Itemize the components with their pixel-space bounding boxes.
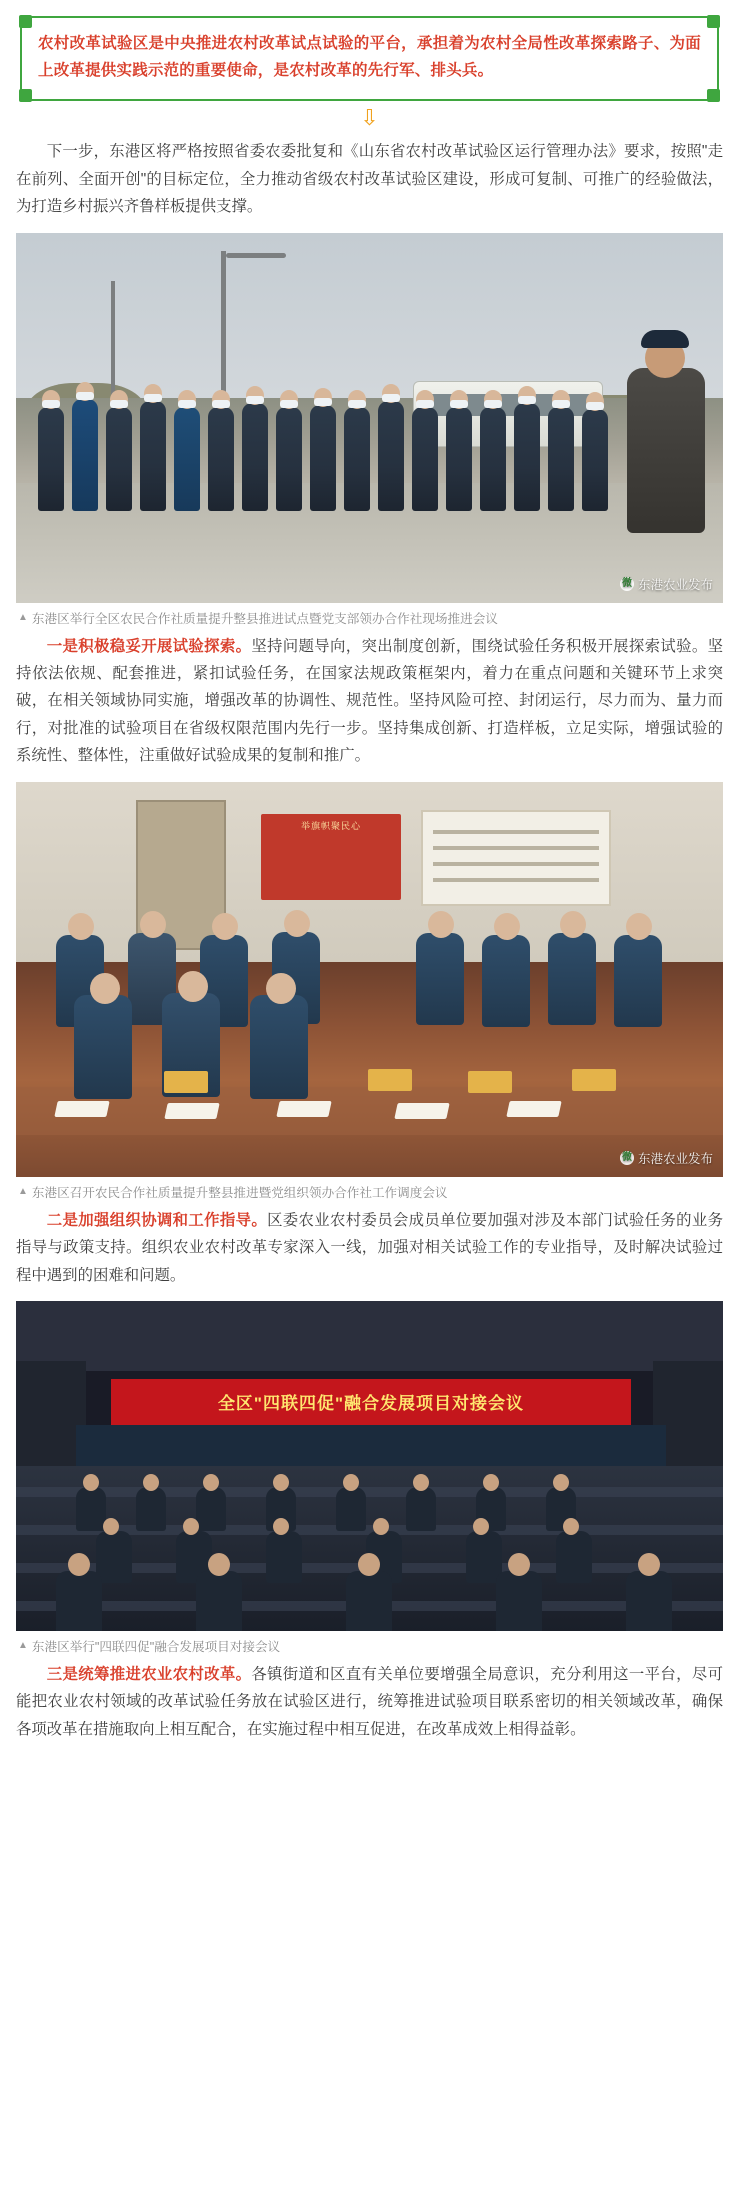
section2-paragraph [16,1207,723,1289]
photo-outdoor-meeting [16,233,723,603]
photo2-red-banner [261,814,401,900]
figure-auditorium-meeting [16,1301,723,1657]
photo3-seating-area [16,1466,723,1631]
figure-caption-2 [16,1177,723,1203]
photo2-watermark [620,1149,713,1167]
photo2-whiteboard [421,810,611,906]
photo3-led-banner [111,1379,631,1425]
section2-lead: 二是加强组织协调和工作指导。 [46,1211,268,1229]
figure-caption-1 [16,603,723,629]
photo1-watermark-text: 东港农业发布 [637,577,713,592]
section1-paragraph [16,633,723,770]
photo-auditorium-meeting [16,1301,723,1631]
photo3-ceiling [16,1301,723,1371]
figure-outdoor-meeting [16,233,723,629]
caption-marker-icon: ▲ [18,1639,28,1651]
caption-text-3: 东港区举行"四联四促"融合发展项目对接会议 [31,1639,281,1654]
photo1-watermark [620,575,713,593]
figure-indoor-meeting [16,782,723,1203]
section3-body: 各镇街道和区直有关单位要增强全局意识，充分利用这一平台，尽可能把农业农村领域的改革试验任务放在试验区进行，统筹推进试验项目联系密切的相关领域改革，确保各项改革在措施取向上相互配合，在实施过程中相互促进，在改革成效上相得益彰。 [16,1665,723,1738]
corner-ornament-top-left [19,15,32,28]
section2-body: 区委农业农村委员会成员单位要加强对涉及本部门试验任务的业务指导与政策支持。组织农业农村改革专家深入一线，加强对相关试验工作的专业指导，及时解决试验过程中遇到的困难和问题。 [16,1211,723,1284]
caption-marker-icon: ▲ [18,1185,28,1197]
callout-text: 农村改革试验区是中央推进农村改革试点试验的平台，承担着为农村全局性改革探索路子、为面上改革提供实践示范的重要使命，是农村改革的先行军、排头兵。 [38,35,701,79]
photo1-foreground-person [627,368,705,533]
wechat-badge-icon: 微 [621,577,632,589]
section3-paragraph [16,1661,723,1743]
photo1-lamp-arm [226,253,286,258]
caption-text-1: 东港区举行全区农民合作社质量提升整县推进试点暨党支部领办合作社现场推进会议 [31,611,498,626]
figure-caption-3 [16,1631,723,1657]
corner-ornament-top-right [707,15,720,28]
arrow-ornament-row [16,101,723,138]
highlight-callout [20,16,719,101]
photo-indoor-meeting [16,782,723,1177]
caption-text-2: 东港区召开农民合作社质量提升整县推进暨党组织领办合作社工作调度会议 [31,1185,448,1200]
wechat-badge-icon: 微 [621,1151,632,1163]
section1-lead: 一是积极稳妥开展试验探索。 [46,637,252,655]
corner-ornament-bottom-right [707,89,720,102]
section3-lead: 三是统筹推进农业农村改革。 [46,1665,252,1683]
callout-box [20,16,719,101]
photo3-led-text: 全区"四联四促"融合发展项目对接会议 [217,1394,525,1414]
corner-ornament-bottom-left [19,89,32,102]
photo2-watermark-text: 东港农业发布 [637,1151,713,1166]
photo1-crowd [16,381,723,511]
section1-body: 坚持问题导向，突出制度创新，围绕试验任务积极开展探索试验。坚持依法依规、配套推进，紧扣试验任务，在国家法规政策框架内，着力在重点问题和关键环节上求突破，在相关领域协同实施，增强改革的协调性、规范性。坚持风险可控、封闭运行，尽力而为、量力而行，对批准的试验项目在省级权限范围内先行一步。坚持集成创新、打造样板，立足实际，增强试验的系统性、整体性，注重做好试验成果的复制和推广。 [16,637,723,765]
photo2-banner-text: 举旗帜聚民心 [300,820,361,831]
intro-paragraph: 下一步，东港区将严格按照省委农委批复和《山东省农村改革试验区运行管理办法》要求，按照"走在前列、全面开创"的目标定位，全力推动省级农村改革试验区建设，形成可复制、可推广的经验做法，为打造乡村振兴齐鲁样板提供支撑。 [16,143,723,216]
down-arrow-icon: ⇩ [360,105,379,131]
caption-marker-icon: ▲ [18,611,28,623]
